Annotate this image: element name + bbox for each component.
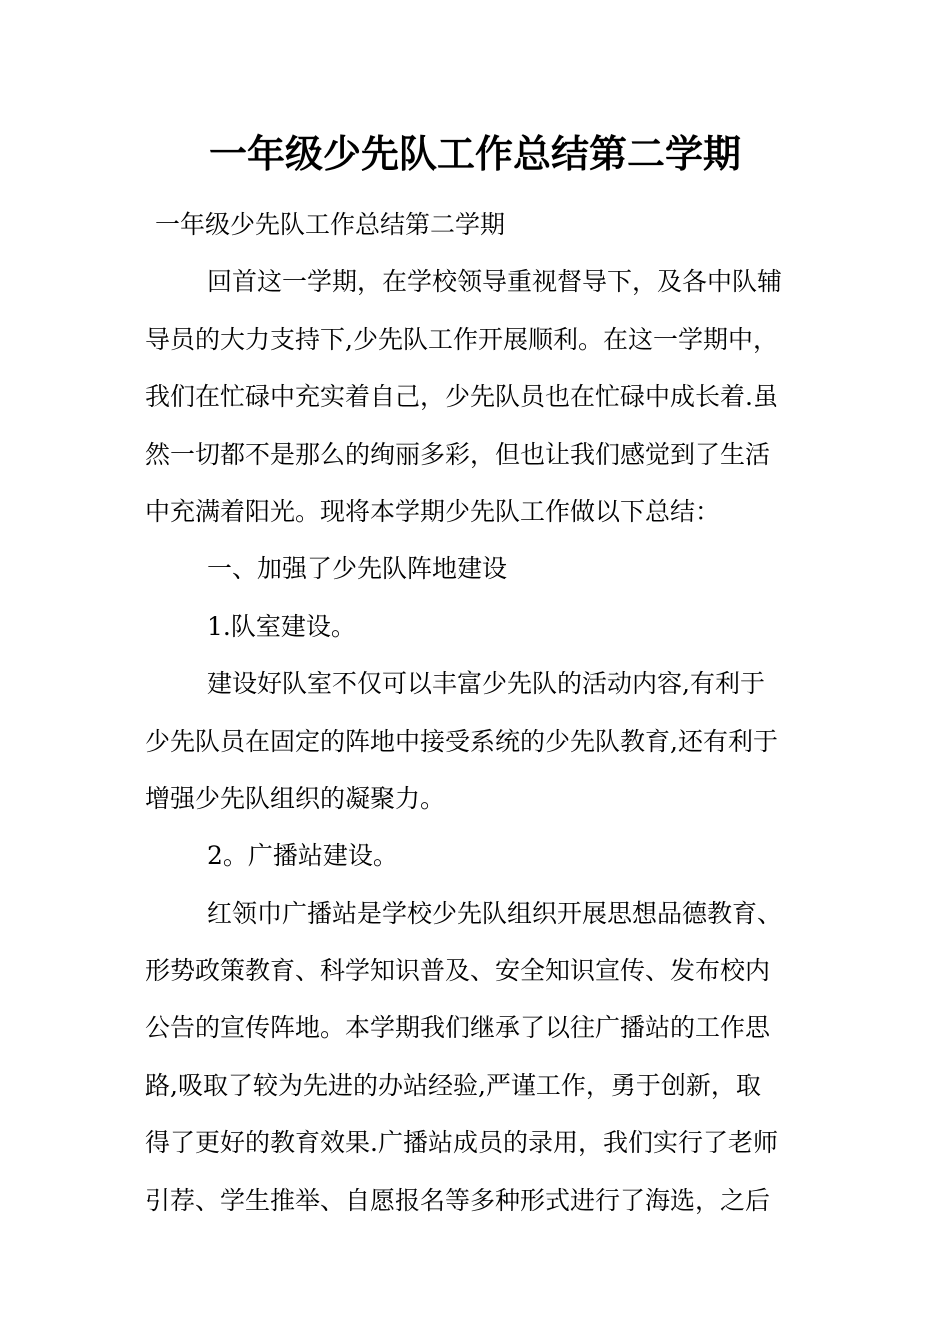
paragraph-line: 形势政策教育、科学知识普及、安全知识宣传、发布校内 [145, 956, 771, 986]
paragraph-line: 少先队员在固定的阵地中接受系统的少先队教育,还有利于 [145, 726, 778, 756]
paragraph-line: 然一切都不是那么的绚丽多彩，但也让我们感觉到了生活 [145, 439, 771, 469]
document-body [145, 196, 810, 1229]
paragraph-line: 建设好队室不仅可以丰富少先队的活动内容,有利于 [207, 669, 765, 699]
paragraph-line: 增强少先队组织的凝聚力。 [145, 783, 446, 813]
paragraph-line: 我们在忙碌中充实着自己，少先队员也在忙碌中成长着.虽 [145, 382, 778, 412]
paragraph-line: 红领巾广播站是学校少先队组织开展思想品德教育、 [207, 898, 783, 928]
subtitle-line: 一年级少先队工作总结第二学期 [155, 210, 506, 239]
section-heading: 一、加强了少先队阵地建设 [207, 554, 508, 584]
paragraph-line: 回首这一学期，在学校领导重视督导下，及各中队辅 [207, 267, 783, 297]
paragraph-line: 得了更好的教育效果.广播站成员的录用，我们实行了老师 [145, 1128, 778, 1158]
subsection-heading: 1.队室建设。 [207, 611, 356, 641]
paragraph-line: 引荐、学生推举、自愿报名等多种形式进行了海选，之后 [145, 1185, 771, 1215]
paragraph-line: 路,吸取了较为先进的办站经验,严谨工作，勇于创新，取 [145, 1070, 761, 1100]
subsection-heading: 2。广播站建设。 [207, 841, 398, 871]
paragraph-line: 公告的宣传阵地。本学期我们继承了以往广播站的工作思 [145, 1013, 771, 1043]
paragraph-line: 导员的大力支持下,少先队工作开展顺利。在这一学期中， [145, 324, 778, 354]
paragraph-line: 中充满着阳光。现将本学期少先队工作做以下总结： [145, 496, 721, 526]
document-title: 一年级少先队工作总结第二学期 [208, 131, 741, 176]
